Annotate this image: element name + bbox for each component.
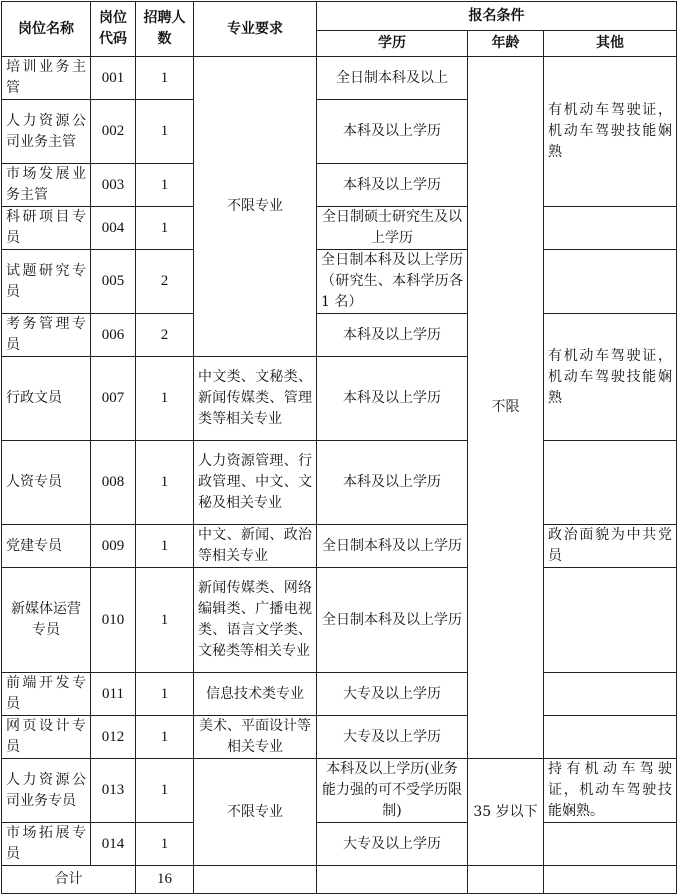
age: 35 岁以下 xyxy=(468,759,544,866)
other-requirement-empty xyxy=(544,823,677,866)
education: 全日制硕士研究生及以上学历 xyxy=(317,207,468,250)
position-code: 008 xyxy=(91,441,136,525)
position-code: 003 xyxy=(91,164,136,207)
recruit-count: 1 xyxy=(136,441,194,525)
other-requirement-empty xyxy=(544,207,677,250)
table-row xyxy=(2,314,677,357)
position-name: 前端开发专员 xyxy=(2,673,91,716)
education: 大专及以上学历 xyxy=(317,823,468,866)
position-name: 市场拓展专员 xyxy=(2,823,91,866)
total-empty xyxy=(544,866,677,894)
education: 全日制本科及以上学历（研究生、本科学历各 1 名） xyxy=(317,250,468,314)
table-row xyxy=(2,716,677,759)
position-code: 005 xyxy=(91,250,136,314)
header-position-name: 岗位名称 xyxy=(2,2,91,57)
position-name: 试题研究专员 xyxy=(2,250,91,314)
position-code: 010 xyxy=(91,568,136,673)
table-row xyxy=(2,673,677,716)
education: 本科及以上学历 xyxy=(317,164,468,207)
education: 全日制本科及以上学历 xyxy=(317,525,468,568)
total-count: 16 xyxy=(136,866,194,894)
position-code: 014 xyxy=(91,823,136,866)
position-name: 人资专员 xyxy=(2,441,91,525)
major-requirement: 不限专业 xyxy=(194,57,317,357)
education: 全日制本科及以上 xyxy=(317,57,468,100)
other-requirement-empty xyxy=(544,673,677,716)
total-row xyxy=(2,866,677,894)
education: 大专及以上学历 xyxy=(317,716,468,759)
position-code: 004 xyxy=(91,207,136,250)
major-requirement: 人力资源管理、行政管理、中文、文秘及相关专业 xyxy=(194,441,317,525)
position-code: 013 xyxy=(91,759,136,823)
major-requirement: 信息技术类专业 xyxy=(194,673,317,716)
position-name: 党建专员 xyxy=(2,525,91,568)
header-other: 其他 xyxy=(544,31,677,57)
table-row xyxy=(2,441,677,525)
table-row xyxy=(2,525,677,568)
recruit-count: 1 xyxy=(136,716,194,759)
other-requirement: 政治面貌为中共党员 xyxy=(544,525,677,568)
header-row-1 xyxy=(2,2,677,31)
position-name: 行政文员 xyxy=(2,357,91,441)
position-code: 006 xyxy=(91,314,136,357)
age: 不限 xyxy=(468,57,544,759)
education: 大专及以上学历 xyxy=(317,673,468,716)
table-row xyxy=(2,823,677,866)
other-requirement: 有机动车驾驶证，机动车驾驶技能娴熟 xyxy=(544,57,677,207)
education: 全日制本科及以上学历 xyxy=(317,568,468,673)
position-name: 科研项目专员 xyxy=(2,207,91,250)
recruit-count: 2 xyxy=(136,314,194,357)
education: 本科及以上学历 xyxy=(317,357,468,441)
position-name: 网页设计专员 xyxy=(2,716,91,759)
header-recruit-count: 招聘人数 xyxy=(136,2,194,57)
recruit-count: 1 xyxy=(136,100,194,164)
recruit-count: 1 xyxy=(136,673,194,716)
position-code: 009 xyxy=(91,525,136,568)
other-requirement-empty xyxy=(544,716,677,759)
position-name: 培训业务主管 xyxy=(2,57,91,100)
recruitment-table xyxy=(1,1,677,894)
header-age: 年龄 xyxy=(468,31,544,57)
other-requirement: 持有机动车驾驶证，机动车驾驶技能娴熟。 xyxy=(544,759,677,823)
other-requirement-empty xyxy=(544,568,677,673)
position-code: 001 xyxy=(91,57,136,100)
major-requirement: 新闻传媒类、网络编辑类、广播电视类、语言文学类、文秘类等相关专业 xyxy=(194,568,317,673)
position-name: 考务管理专员 xyxy=(2,314,91,357)
position-code: 002 xyxy=(91,100,136,164)
table-row xyxy=(2,250,677,314)
education: 本科及以上学历(业务能力强的可不受学历限制) xyxy=(317,759,468,823)
header-position-code: 岗位代码 xyxy=(91,2,136,57)
recruit-count: 1 xyxy=(136,568,194,673)
major-requirement: 美术、平面设计等相关专业 xyxy=(194,716,317,759)
position-code: 011 xyxy=(91,673,136,716)
major-requirement: 不限专业 xyxy=(194,759,317,866)
major-requirement: 中文类、文秘类、新闻传媒类、管理类等相关专业 xyxy=(194,357,317,441)
recruit-count: 1 xyxy=(136,164,194,207)
total-empty xyxy=(468,866,544,894)
other-requirement-empty xyxy=(544,441,677,525)
total-label: 合计 xyxy=(2,866,136,894)
header-education: 学历 xyxy=(317,31,468,57)
recruit-count: 1 xyxy=(136,759,194,823)
recruit-count: 1 xyxy=(136,357,194,441)
header-major-requirement: 专业要求 xyxy=(194,2,317,57)
position-name: 市场发展业务主管 xyxy=(2,164,91,207)
recruit-count: 1 xyxy=(136,525,194,568)
recruit-count: 1 xyxy=(136,57,194,100)
education: 本科及以上学历 xyxy=(317,314,468,357)
education: 本科及以上学历 xyxy=(317,100,468,164)
major-requirement: 中文、新闻、政治等相关专业 xyxy=(194,525,317,568)
other-requirement: 有机动车驾驶证，机动车驾驶技能娴熟 xyxy=(544,314,677,441)
position-code: 012 xyxy=(91,716,136,759)
recruit-count: 1 xyxy=(136,207,194,250)
position-name: 人力资源公司业务主管 xyxy=(2,100,91,164)
table-row xyxy=(2,759,677,823)
recruit-count: 2 xyxy=(136,250,194,314)
table-row xyxy=(2,57,677,100)
table-row xyxy=(2,207,677,250)
position-name: 人力资源公司业务专员 xyxy=(2,759,91,823)
education: 本科及以上学历 xyxy=(317,441,468,525)
total-empty xyxy=(317,866,468,894)
table-row xyxy=(2,568,677,673)
total-empty xyxy=(194,866,317,894)
header-conditions: 报名条件 xyxy=(317,2,677,31)
other-requirement-empty xyxy=(544,250,677,314)
position-code: 007 xyxy=(91,357,136,441)
recruit-count: 1 xyxy=(136,823,194,866)
position-name: 新媒体运营专员 xyxy=(2,568,91,673)
